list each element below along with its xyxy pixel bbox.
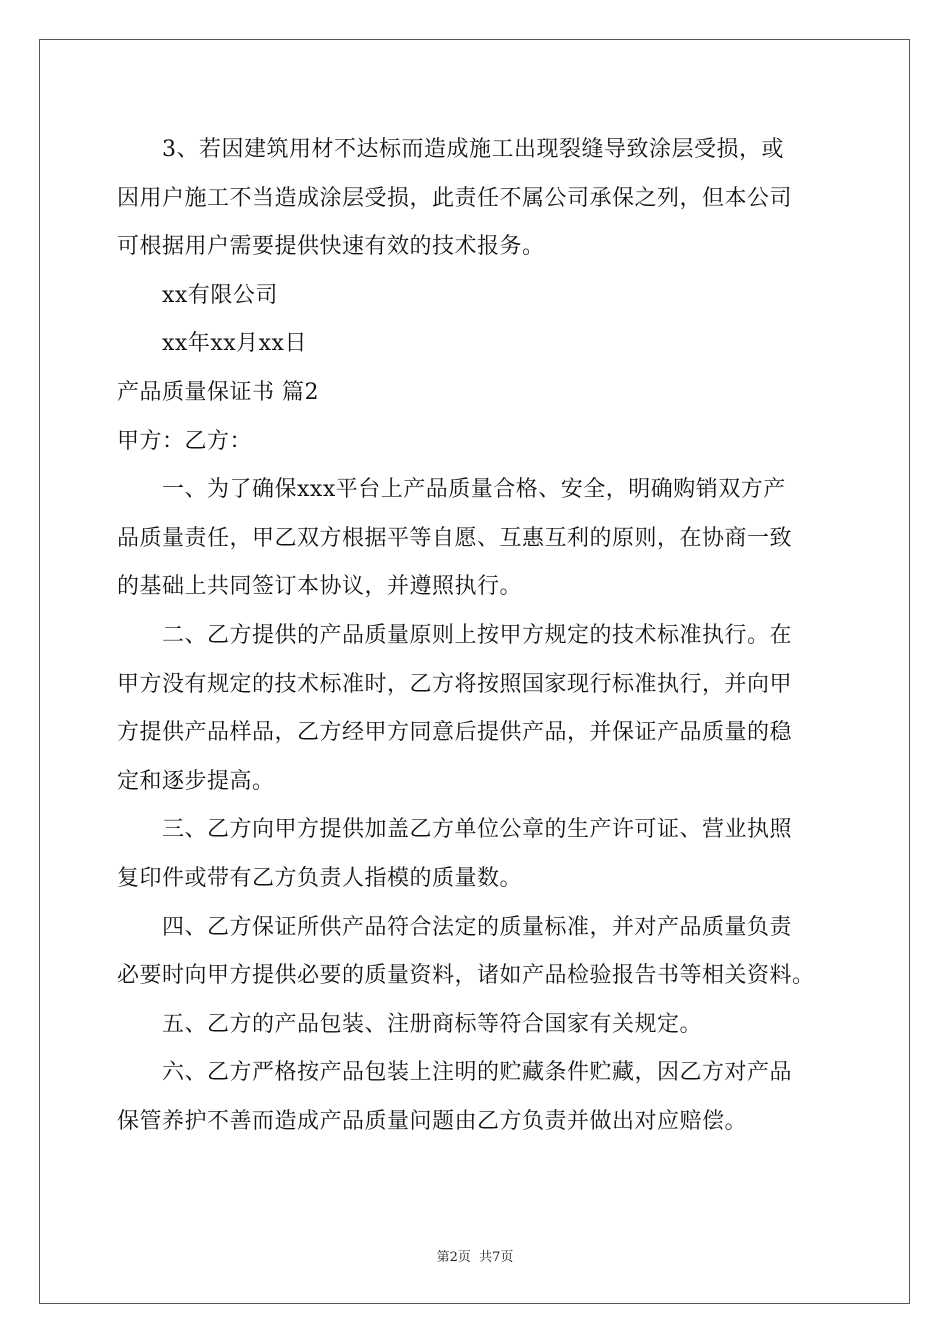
paragraph-line: 一、为了确保xxx平台上产品质量合格、安全，明确购销双方产 [162, 477, 786, 503]
paragraph-line: 复印件或带有乙方负责人指模的质量数。 [117, 865, 523, 891]
paragraph-line: 可根据用户需要提供快速有效的技术报务。 [117, 234, 545, 260]
paragraph-line: 甲方没有规定的技术标准时，乙方将按照国家现行标准执行，并向甲 [117, 671, 793, 697]
paragraph-line: 五、乙方的产品包装、注册商标等符合国家有关规定。 [162, 1011, 703, 1037]
date-line: xx年xx月xx日 [162, 331, 307, 357]
company-name: xx有限公司 [162, 282, 278, 308]
paragraph-line: 的基础上共同签订本协议，并遵照执行。 [117, 574, 523, 600]
paragraph-line: 3、若因建筑用材不达标而造成施工出现裂缝导致涂层受损，或 [162, 137, 784, 162]
page-footer [0, 1246, 950, 1265]
paragraph-line: 因用户施工不当造成涂层受损，此责任不属公司承保之列，但本公司 [117, 185, 793, 211]
page-number: 第2页 [436, 1250, 471, 1265]
paragraph-line: 定和逐步提高。 [117, 768, 275, 794]
paragraph-line: 方提供产品样品，乙方经甲方同意后提供产品，并保证产品质量的稳 [117, 720, 793, 746]
document-body [117, 126, 837, 1146]
paragraph-line: 四、乙方保证所供产品符合法定的质量标准，并对产品质量负责 [162, 914, 793, 940]
paragraph-line: 六、乙方严格按产品包装上注明的贮藏条件贮藏，因乙方对产品 [162, 1060, 793, 1086]
paragraph-line: 保管养护不善而造成产品质量问题由乙方负责并做出对应赔偿。 [117, 1108, 748, 1134]
paragraph-line: 三、乙方向甲方提供加盖乙方单位公章的生产许可证、营业执照 [162, 817, 793, 843]
paragraph-line: 必要时向甲方提供必要的质量资料，诸如产品检验报告书等相关资料。 [117, 963, 815, 989]
paragraph-line: 品质量责任，甲乙双方根据平等自愿、互惠互利的原则，在协商一致 [117, 525, 793, 551]
page-total: 共7页 [479, 1250, 514, 1265]
parties-line: 甲方：乙方： [117, 428, 253, 454]
paragraph-line: 二、乙方提供的产品质量原则上按甲方规定的技术标准执行。在 [162, 622, 793, 648]
section-title: 产品质量保证书 篇2 [117, 379, 319, 405]
